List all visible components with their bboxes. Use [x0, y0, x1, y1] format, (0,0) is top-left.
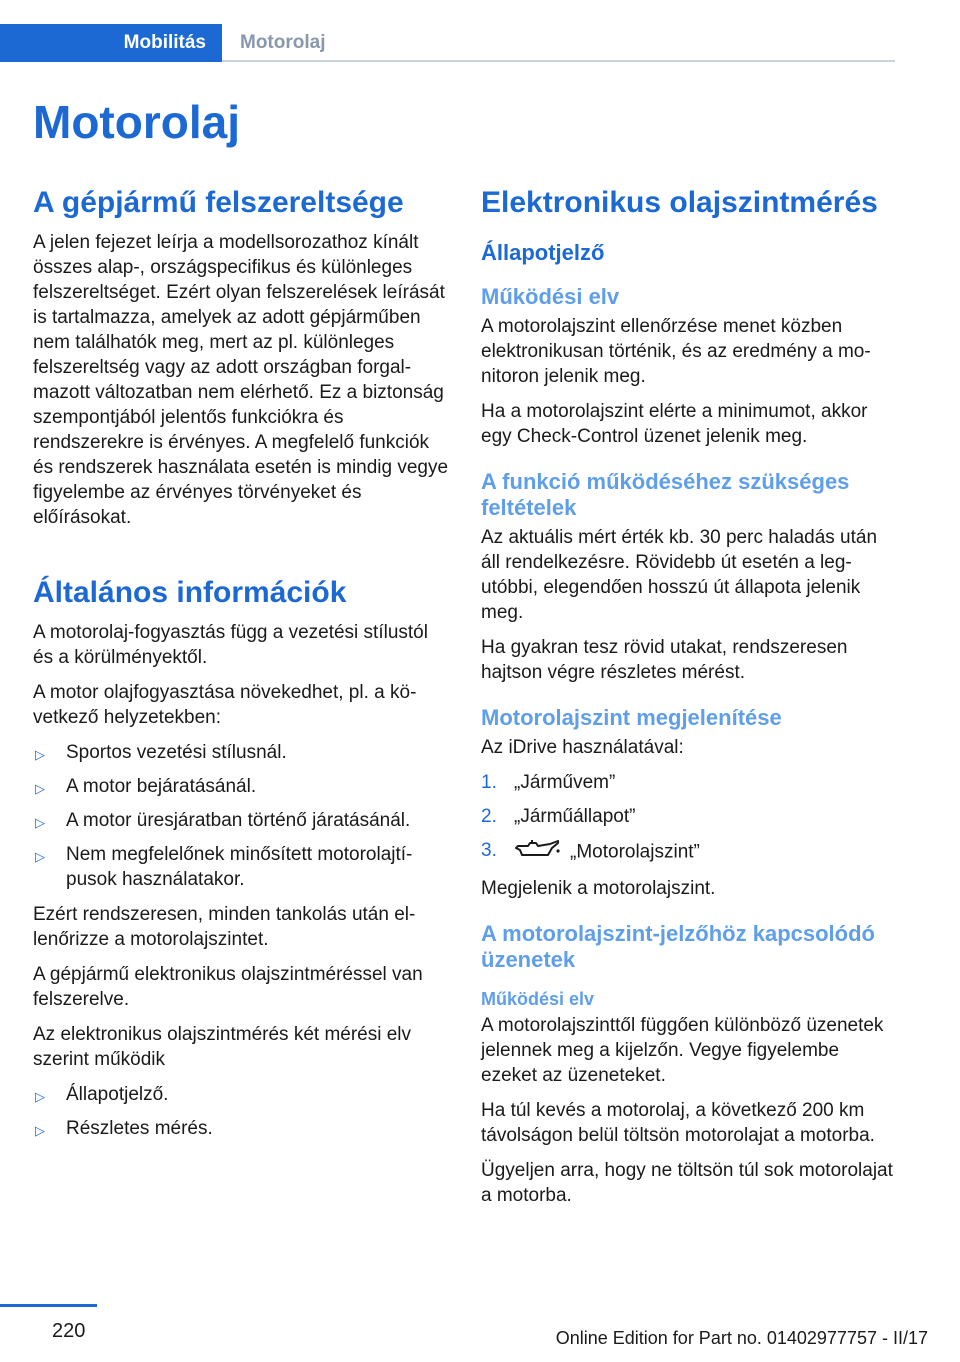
paragraph: Ha a motorolajszint elérte a minimumot, akkor egy Check-Control üzenet jelenik meg. [481, 401, 868, 447]
paragraph: Az iDrive használatával: [481, 737, 684, 758]
paragraph: Az aktuális mért érték kb. 30 perc haladás után áll rendelkezésre. Rövidebb út esetén a legutóbbi, elegendően hosszú út állapota jelenik meg. [481, 527, 878, 623]
list-item: ▷ Nem megfelelőnek minősített motorolajtípusok használatakor. [35, 844, 413, 890]
triangle-right-icon: ▷ [35, 781, 45, 796]
subsection-title-allapotjelzo: Állapotjelző [481, 240, 605, 265]
right-column [481, 186, 897, 1218]
paragraph: A gépjármű elektronikus olajszintméréssel van felszerelve. [33, 964, 423, 1010]
heading-feltetelek: A funkció működéséhez szükséges feltételek [481, 469, 850, 520]
paragraph: A motor olajfogyasztása növekedhet, pl. a következő helyzetekben: [33, 682, 417, 728]
triangle-right-icon: ▷ [35, 815, 45, 830]
step-item: 3. „Motorolajszint” [481, 838, 897, 867]
paragraph: A motorolajszint ellenőrzése menet közben elektronikusan történik, és az eredmény a monitoron jelenik meg. [481, 316, 871, 387]
left-column [33, 186, 449, 1151]
list-item: ▷ A motor üresjáratban történő járatásánál. [33, 808, 449, 833]
section-title-altalanos: Általános információk [33, 576, 347, 609]
tab-mobilitas[interactable] [0, 24, 222, 62]
tab-motorolaj-label: Motorolaj [240, 32, 326, 53]
heading-uzenetek: A motorolajszint-jelzőhöz kapcsolódó üzenetek [481, 921, 875, 972]
step-list [481, 770, 897, 867]
paragraph: Ezért rendszeresen, minden tankolás után ellenőrizze a motorolajszintet. [33, 904, 416, 950]
paragraph: Megjelenik a motorolajszint. [481, 878, 716, 899]
triangle-right-icon: ▷ [35, 1123, 45, 1138]
list-item: ▷ Sportos vezetési stílusnál. [33, 740, 449, 765]
oil-can-icon [514, 838, 562, 867]
heading-mukodesi-elv: Működési elv [481, 284, 620, 309]
section-title-felszereltseg: A gépjármű felszereltsége [33, 186, 404, 219]
paragraph: A motorolajszinttől függően különböző üzenetek jelennek meg a kijelzőn. Vegye figyelembe ezeket az üzeneteket. [481, 1015, 884, 1086]
paragraph: A motorolaj-fogyasztás függ a vezetési stílustól és a körülményektől. [33, 622, 428, 668]
page-title: Motorolaj [33, 96, 240, 148]
triangle-right-icon: ▷ [35, 1089, 45, 1104]
page-number: 220 [52, 1320, 86, 1342]
tab-mobilitas-label: Mobilitás [123, 32, 206, 53]
list-item: ▷ Állapotjelző. [33, 1082, 449, 1107]
bullet-list [33, 1082, 449, 1141]
paragraph: Ügyeljen arra, hogy ne töltsön túl sok motorolajat a motorba. [481, 1160, 893, 1206]
heading-megjelenites: Motorolajszint megjelenítése [481, 705, 782, 730]
edition-note: Online Edition for Part no. 01402977757 - II/17 [555, 1328, 928, 1348]
tab-motorolaj[interactable] [240, 24, 326, 62]
paragraph: Ha túl kevés a motorolaj, a következő 200 km távolságon belül töltsön motorolajat a motorba. [481, 1100, 875, 1146]
paragraph: Az elektronikus olajszintmérés két mérési elv szerint működik [33, 1024, 412, 1070]
step-item: 2. „Járműállapot” [481, 806, 636, 827]
step-item: 1. „Járművem” [481, 772, 616, 793]
list-item: ▷ Részletes mérés. [33, 1116, 449, 1141]
header-bar [0, 24, 895, 62]
header-divider [222, 60, 895, 62]
triangle-right-icon: ▷ [35, 849, 45, 864]
heading-mukodesi-elv-2: Működési elv [481, 989, 595, 1009]
footer-rule [0, 1304, 97, 1307]
triangle-right-icon: ▷ [35, 747, 45, 762]
paragraph: A jelen fejezet leírja a modellsorozathoz kínált összes alap-, országspecifikus és különleges felszereltséget. Ezért olyan felszerelések leírását is tartalmazza, amelyek az adott gépjárműben nem találhatók meg, mert az pl. különleges felszereltség vagy az adott országban forgalmazott változatban nem elérhető. Ez a biztonság szempontjából jelentős funkciókra és rendszerekre is érvényes. A megfelelő funkciók és rendszerek használata esetén is mindig vegye figyelembe az érvényes törvényeket és előírásokat. [33, 232, 449, 528]
section-title-olajszintmeres: Elektronikus olajszintmérés [481, 186, 878, 219]
paragraph: Ha gyakran tesz rövid utakat, rendszeresen hajtson végre részletes mérést. [481, 637, 848, 683]
bullet-list [33, 740, 449, 892]
list-item: ▷ A motor bejáratásánál. [33, 774, 449, 799]
